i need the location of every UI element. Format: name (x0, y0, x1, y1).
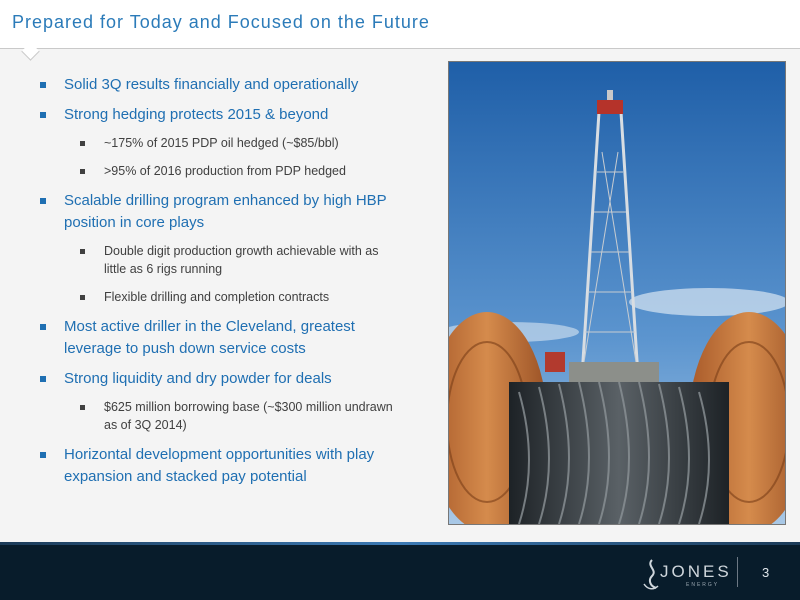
page-number: 3 (762, 565, 770, 580)
bullet-item (38, 368, 398, 390)
sub-bullet-marker (80, 295, 85, 300)
sub-bullet-text: >95% of 2016 production from PDP hedged (104, 164, 346, 178)
slide-header (0, 0, 800, 49)
logo-wordmark: JONES (660, 562, 732, 581)
sub-bullet-item (38, 242, 398, 278)
bullet-item (38, 316, 398, 360)
sub-bullet-marker (80, 141, 85, 146)
bullet-marker (40, 376, 46, 382)
bullet-marker (40, 112, 46, 118)
bullet-item (38, 74, 398, 96)
bullet-item (38, 190, 398, 234)
sub-bullet-text: ~175% of 2015 PDP oil hedged (~$85/bbl) (104, 136, 339, 150)
sub-bullet-item (38, 398, 398, 434)
bullet-text: Most active driller in the Cleveland, greatest leverage to push down service costs (64, 318, 355, 357)
bullet-marker (40, 82, 46, 88)
bullet-text: Strong hedging protects 2015 & beyond (64, 106, 329, 123)
footer-divider (0, 542, 800, 545)
bullet-text: Strong liquidity and dry powder for deals (64, 370, 332, 387)
bullet-text: Solid 3Q results financially and operationally (64, 76, 359, 93)
logo-tagline: ENERGY (686, 582, 720, 588)
bullet-marker (40, 324, 46, 330)
footer-separator (737, 557, 738, 587)
bullet-marker (40, 198, 46, 204)
sub-bullet-item (38, 288, 398, 306)
bullet-item (38, 444, 398, 488)
sub-bullet-marker (80, 169, 85, 174)
bullet-item (38, 104, 398, 126)
sub-bullet-text: Flexible drilling and completion contracts (104, 290, 330, 304)
bullet-marker (40, 452, 46, 458)
bullet-text: Scalable drilling program enhanced by high HBP position in core plays (64, 192, 387, 231)
sub-bullet-item (38, 134, 398, 152)
drilling-rig-photo (448, 61, 786, 525)
sub-bullet-item (38, 162, 398, 180)
sub-bullet-text: Double digit production growth achievable with as little as 6 rigs running (104, 244, 379, 276)
sub-bullet-marker (80, 249, 85, 254)
bullet-text: Horizontal development opportunities with play expansion and stacked pay potential (64, 446, 375, 485)
sub-bullet-text: $625 million borrowing base (~$300 million undrawn as of 3Q 2014) (104, 400, 393, 432)
drilling-rig-illustration (449, 62, 785, 524)
sub-bullet-marker (80, 405, 85, 410)
slide-title: Prepared for Today and Focused on the Future (12, 12, 430, 32)
bullet-list (38, 74, 398, 496)
